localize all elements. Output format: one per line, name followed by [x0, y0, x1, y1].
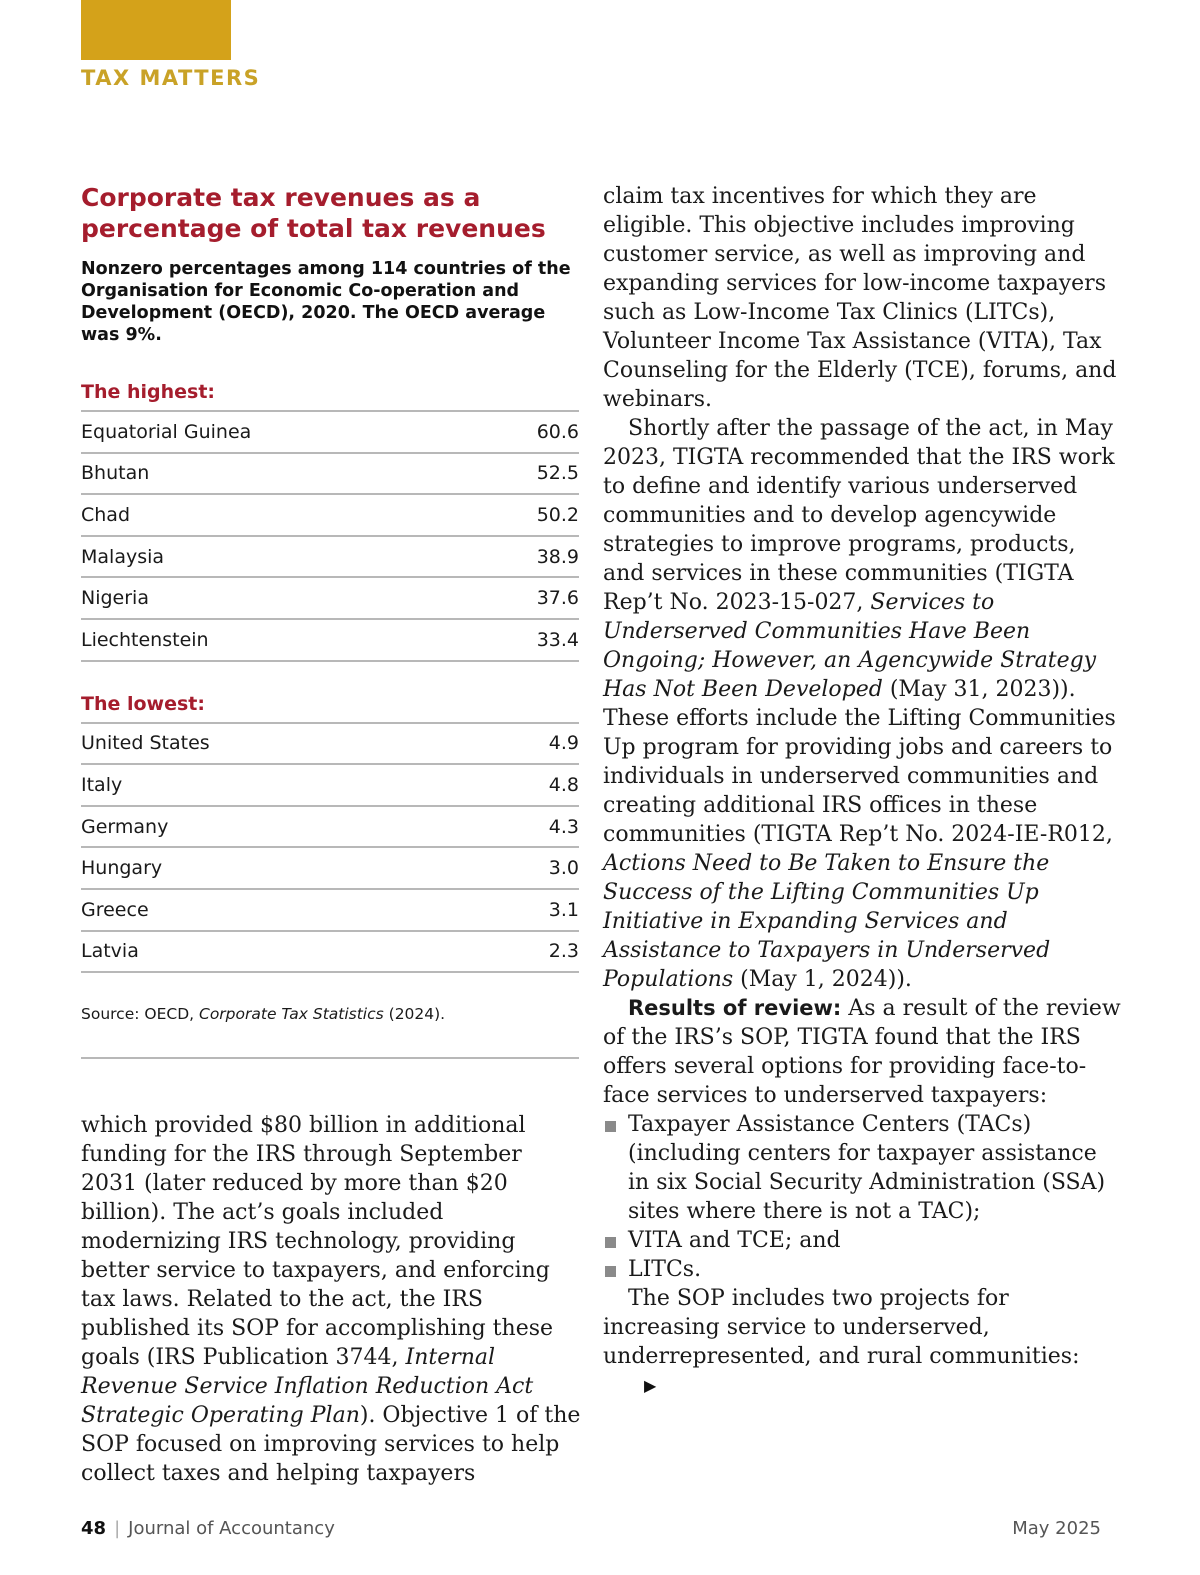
right-paragraph-1: claim tax incentives for which they are eligible. This objective includes improving customer service, as well as improving and expanding services for low-income taxpayers such as Low-Income Tax Clinics (LITCs), Volunteer Income Tax Assistance (VITA), Tax Counseling for the Elderly (TCE), forums, and webinars. — [603, 184, 1117, 412]
lowest-table — [81, 722, 579, 974]
text-run: The SOP includes two projects for increasing service to underserved, underrepresented, and rural communities: — [603, 1286, 1080, 1369]
country-value: 37.6 — [536, 587, 579, 610]
country-value: 38.9 — [536, 545, 579, 568]
text-run: (May 31, 2023)). These efforts include the Lifting Communities Up program for providing jobs and careers to individuals in underserved communities and creating additional IRS offices in these communities (TIGTA Rep’t No. 2024-IE-R012, — [603, 677, 1116, 847]
text-run: ). Objective 1 of the SOP focused on improving services to help collect taxes and helping taxpayers — [81, 1403, 581, 1486]
right-paragraph-2 — [603, 414, 1123, 994]
section-label: TAX MATTERS — [81, 66, 261, 90]
table-row — [81, 848, 579, 890]
country-name: Nigeria — [81, 587, 149, 610]
bullet-list — [603, 1110, 1123, 1284]
right-paragraph-3 — [603, 994, 1123, 1110]
highest-table — [81, 410, 579, 662]
country-name: Bhutan — [81, 462, 150, 485]
page-footer — [81, 1518, 1101, 1544]
sidebar-title: Corporate tax revenues as a percentage of total tax revenues — [81, 183, 546, 243]
report-title: Actions Need to Be Taken to Ensure the Success of the Lifting Communities Up Initiative in Expanding Services and Assistance to Taxpayers in Underserved Populations — [603, 851, 1051, 992]
country-name: United States — [81, 732, 210, 755]
text-run: Shortly after the passage of the act, in May 2023, TIGTA recommended that the IRS work to define and identify various underserved communities and to develop agencywide strategies to improve programs, products, and services in these communities (TIGTA Rep’t No. 2023-15-027, — [603, 416, 1115, 615]
left-paragraph — [81, 1111, 581, 1488]
table-row — [81, 890, 579, 932]
continue-arrow-icon: ▶ — [644, 1376, 657, 1395]
country-value: 3.0 — [548, 857, 579, 880]
report-title: Services to Underserved Communities Have Been Ongoing; However, an Agencywide Strategy Has Not Been Developed — [603, 590, 1097, 702]
sidebar-box — [81, 182, 579, 1023]
country-value: 52.5 — [536, 462, 579, 485]
page-number: 48 — [81, 1518, 107, 1539]
text-run: (May 1, 2024)). — [733, 967, 912, 992]
journal-name: Journal of Accountancy — [128, 1518, 335, 1539]
source-title: Corporate Tax Statistics — [199, 1005, 384, 1024]
country-value: 50.2 — [536, 503, 579, 526]
left-column — [81, 1111, 581, 1488]
country-value: 60.6 — [536, 420, 579, 443]
country-value: 33.4 — [536, 628, 579, 651]
list-item: Taxpayer Assistance Centers (TACs) (including centers for taxpayer assistance in six Social Security Administration (SSA) sites where there is not a TAC); — [603, 1110, 1123, 1226]
country-name: Italy — [81, 773, 123, 796]
country-name: Latvia — [81, 940, 139, 963]
highest-heading: The highest: — [81, 381, 216, 403]
source-suffix: (2024). — [383, 1005, 446, 1024]
country-value: 2.3 — [548, 940, 579, 963]
table-row — [81, 724, 579, 766]
country-value: 3.1 — [548, 898, 579, 921]
country-name: Germany — [81, 815, 169, 838]
table-row — [81, 620, 579, 662]
country-name: Hungary — [81, 857, 163, 880]
right-column — [603, 182, 1123, 1400]
table-row — [81, 537, 579, 579]
table-row — [81, 807, 579, 849]
sidebar-source — [81, 1005, 579, 1023]
table-row — [81, 454, 579, 496]
sidebar-subtitle: Nonzero percentages among 114 countries of the Organisation for Economic Co-operation and Development (OECD), 2020. The OECD average was 9%. — [81, 259, 571, 345]
table-row — [81, 578, 579, 620]
list-item: VITA and TCE; and — [603, 1226, 1123, 1255]
lowest-heading: The lowest: — [81, 692, 205, 715]
country-value: 4.8 — [548, 773, 579, 796]
text-run: As a result of the review of the IRS’s SOP, TIGTA found that the IRS offers several options for providing face-to-face services to underserved taxpayers: — [603, 996, 1121, 1108]
text-run: which provided $80 billion in additional funding for the IRS through September 2031 (later reduced by more than $20 billion). The act’s goals included modernizing IRS technology, providing better service to taxpayers, and enforcing tax laws. Related to the act, the IRS published its SOP for accomplishing these goals (IRS Publication 3744, — [81, 1113, 554, 1370]
publication-title: Internal Revenue Service Inflation Reduction Act Strategic Operating Plan — [81, 1345, 534, 1428]
section-color-bar — [81, 0, 231, 60]
country-name: Greece — [81, 898, 149, 921]
footer-separator: | — [114, 1518, 121, 1539]
sidebar-bottom-rule — [81, 1057, 579, 1059]
country-value: 4.9 — [548, 732, 579, 755]
country-name: Malaysia — [81, 545, 165, 568]
table-row — [81, 495, 579, 537]
table-row — [81, 412, 579, 454]
list-item: LITCs. — [603, 1255, 1123, 1284]
table-row — [81, 932, 579, 974]
country-name: Chad — [81, 503, 131, 526]
source-prefix: Source: OECD, — [81, 1005, 199, 1024]
country-value: 4.3 — [548, 815, 579, 838]
run-in-heading: Results of review: — [628, 996, 842, 1020]
issue-date: May 2025 — [1012, 1518, 1101, 1539]
country-name: Liechtenstein — [81, 628, 209, 651]
right-paragraph-4 — [603, 1284, 1123, 1400]
country-name: Equatorial Guinea — [81, 420, 252, 443]
table-row — [81, 765, 579, 807]
